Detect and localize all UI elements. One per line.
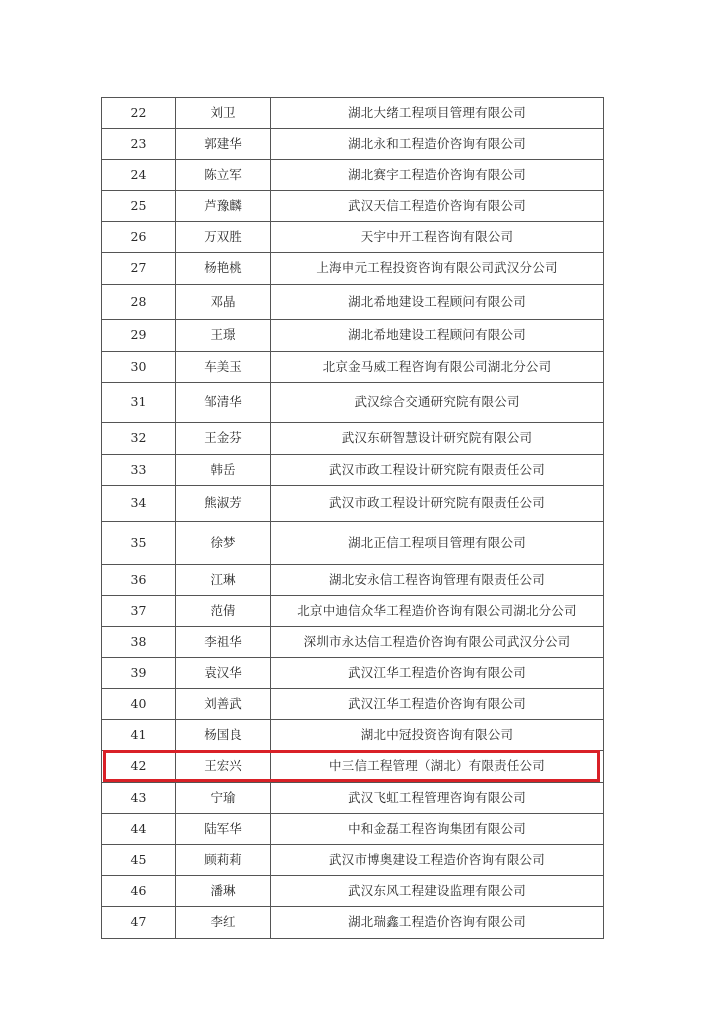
table-row	[102, 689, 604, 720]
row-number: 38	[102, 627, 176, 658]
row-number: 40	[102, 689, 176, 720]
person-name: 邹清华	[176, 383, 271, 423]
table-row	[102, 191, 604, 222]
person-name: 郭建华	[176, 129, 271, 160]
person-name: 徐梦	[176, 522, 271, 565]
table-row	[102, 222, 604, 253]
organization-name: 武汉江华工程造价咨询有限公司	[271, 658, 604, 689]
row-number: 42	[102, 751, 176, 783]
organization-name: 武汉市政工程设计研究院有限责任公司	[271, 455, 604, 486]
organization-name: 上海申元工程投资咨询有限公司武汉分公司	[271, 253, 604, 285]
row-number: 33	[102, 455, 176, 486]
person-name: 王璟	[176, 320, 271, 352]
person-name: 刘卫	[176, 98, 271, 129]
person-name: 陆军华	[176, 814, 271, 845]
table-row	[102, 876, 604, 907]
personnel-table-body	[102, 98, 604, 939]
table-row	[102, 814, 604, 845]
table-row	[102, 720, 604, 751]
organization-name: 武汉东研智慧设计研究院有限公司	[271, 423, 604, 455]
row-number: 45	[102, 845, 176, 876]
table-row	[102, 129, 604, 160]
row-number: 37	[102, 596, 176, 627]
organization-name: 中和金磊工程咨询集团有限公司	[271, 814, 604, 845]
table-row	[102, 627, 604, 658]
organization-name: 湖北瑞鑫工程造价咨询有限公司	[271, 907, 604, 939]
organization-name: 北京中迪信众华工程造价咨询有限公司湖北分公司	[271, 596, 604, 627]
row-number: 31	[102, 383, 176, 423]
organization-name: 湖北正信工程项目管理有限公司	[271, 522, 604, 565]
row-number: 27	[102, 253, 176, 285]
person-name: 顾莉莉	[176, 845, 271, 876]
row-number: 23	[102, 129, 176, 160]
table-row	[102, 285, 604, 320]
row-number: 25	[102, 191, 176, 222]
organization-name: 湖北希地建设工程顾问有限公司	[271, 320, 604, 352]
organization-name: 深圳市永达信工程造价咨询有限公司武汉分公司	[271, 627, 604, 658]
person-name: 王宏兴	[176, 751, 271, 783]
organization-name: 湖北中冠投资咨询有限公司	[271, 720, 604, 751]
table-row	[102, 98, 604, 129]
organization-name: 武汉东风工程建设监理有限公司	[271, 876, 604, 907]
row-number: 26	[102, 222, 176, 253]
row-number: 32	[102, 423, 176, 455]
person-name: 车美玉	[176, 352, 271, 383]
row-number: 43	[102, 783, 176, 814]
person-name: 江琳	[176, 565, 271, 596]
organization-name: 武汉飞虹工程管理咨询有限公司	[271, 783, 604, 814]
table-row	[102, 783, 604, 814]
table-row	[102, 423, 604, 455]
personnel-table	[101, 97, 604, 939]
table-row	[102, 565, 604, 596]
row-number: 29	[102, 320, 176, 352]
organization-name: 天宇中开工程咨询有限公司	[271, 222, 604, 253]
organization-name: 湖北永和工程造价咨询有限公司	[271, 129, 604, 160]
person-name: 杨国良	[176, 720, 271, 751]
row-number: 36	[102, 565, 176, 596]
table-row	[102, 907, 604, 939]
person-name: 熊淑芳	[176, 486, 271, 522]
person-name: 袁汉华	[176, 658, 271, 689]
organization-name: 武汉江华工程造价咨询有限公司	[271, 689, 604, 720]
organization-name: 湖北希地建设工程顾问有限公司	[271, 285, 604, 320]
row-number: 47	[102, 907, 176, 939]
table-row	[102, 383, 604, 423]
person-name: 宁瑜	[176, 783, 271, 814]
table-row	[102, 320, 604, 352]
table-row	[102, 658, 604, 689]
table-row	[102, 352, 604, 383]
row-number: 39	[102, 658, 176, 689]
organization-name: 武汉综合交通研究院有限公司	[271, 383, 604, 423]
table-row	[102, 253, 604, 285]
organization-name: 北京金马威工程咨询有限公司湖北分公司	[271, 352, 604, 383]
row-number: 44	[102, 814, 176, 845]
table-row	[102, 845, 604, 876]
person-name: 韩岳	[176, 455, 271, 486]
row-number: 35	[102, 522, 176, 565]
organization-name: 湖北大绪工程项目管理有限公司	[271, 98, 604, 129]
row-number: 34	[102, 486, 176, 522]
person-name: 万双胜	[176, 222, 271, 253]
row-number: 22	[102, 98, 176, 129]
row-number: 24	[102, 160, 176, 191]
person-name: 刘善武	[176, 689, 271, 720]
person-name: 潘琳	[176, 876, 271, 907]
person-name: 李红	[176, 907, 271, 939]
person-name: 邓晶	[176, 285, 271, 320]
organization-name: 湖北安永信工程咨询管理有限责任公司	[271, 565, 604, 596]
row-number: 28	[102, 285, 176, 320]
person-name: 李祖华	[176, 627, 271, 658]
row-number: 46	[102, 876, 176, 907]
table-row	[102, 522, 604, 565]
table-row	[102, 160, 604, 191]
row-number: 41	[102, 720, 176, 751]
person-name: 王金芬	[176, 423, 271, 455]
table-row	[102, 596, 604, 627]
organization-name: 湖北赛宇工程造价咨询有限公司	[271, 160, 604, 191]
person-name: 芦豫麟	[176, 191, 271, 222]
table-row	[102, 486, 604, 522]
table-row-highlighted	[102, 751, 604, 783]
organization-name: 武汉市博奥建设工程造价咨询有限公司	[271, 845, 604, 876]
table-row	[102, 455, 604, 486]
person-name: 杨艳桃	[176, 253, 271, 285]
organization-name: 中三信工程管理（湖北）有限责任公司	[271, 751, 604, 783]
person-name: 范倩	[176, 596, 271, 627]
row-number: 30	[102, 352, 176, 383]
organization-name: 武汉天信工程造价咨询有限公司	[271, 191, 604, 222]
organization-name: 武汉市政工程设计研究院有限责任公司	[271, 486, 604, 522]
person-name: 陈立军	[176, 160, 271, 191]
